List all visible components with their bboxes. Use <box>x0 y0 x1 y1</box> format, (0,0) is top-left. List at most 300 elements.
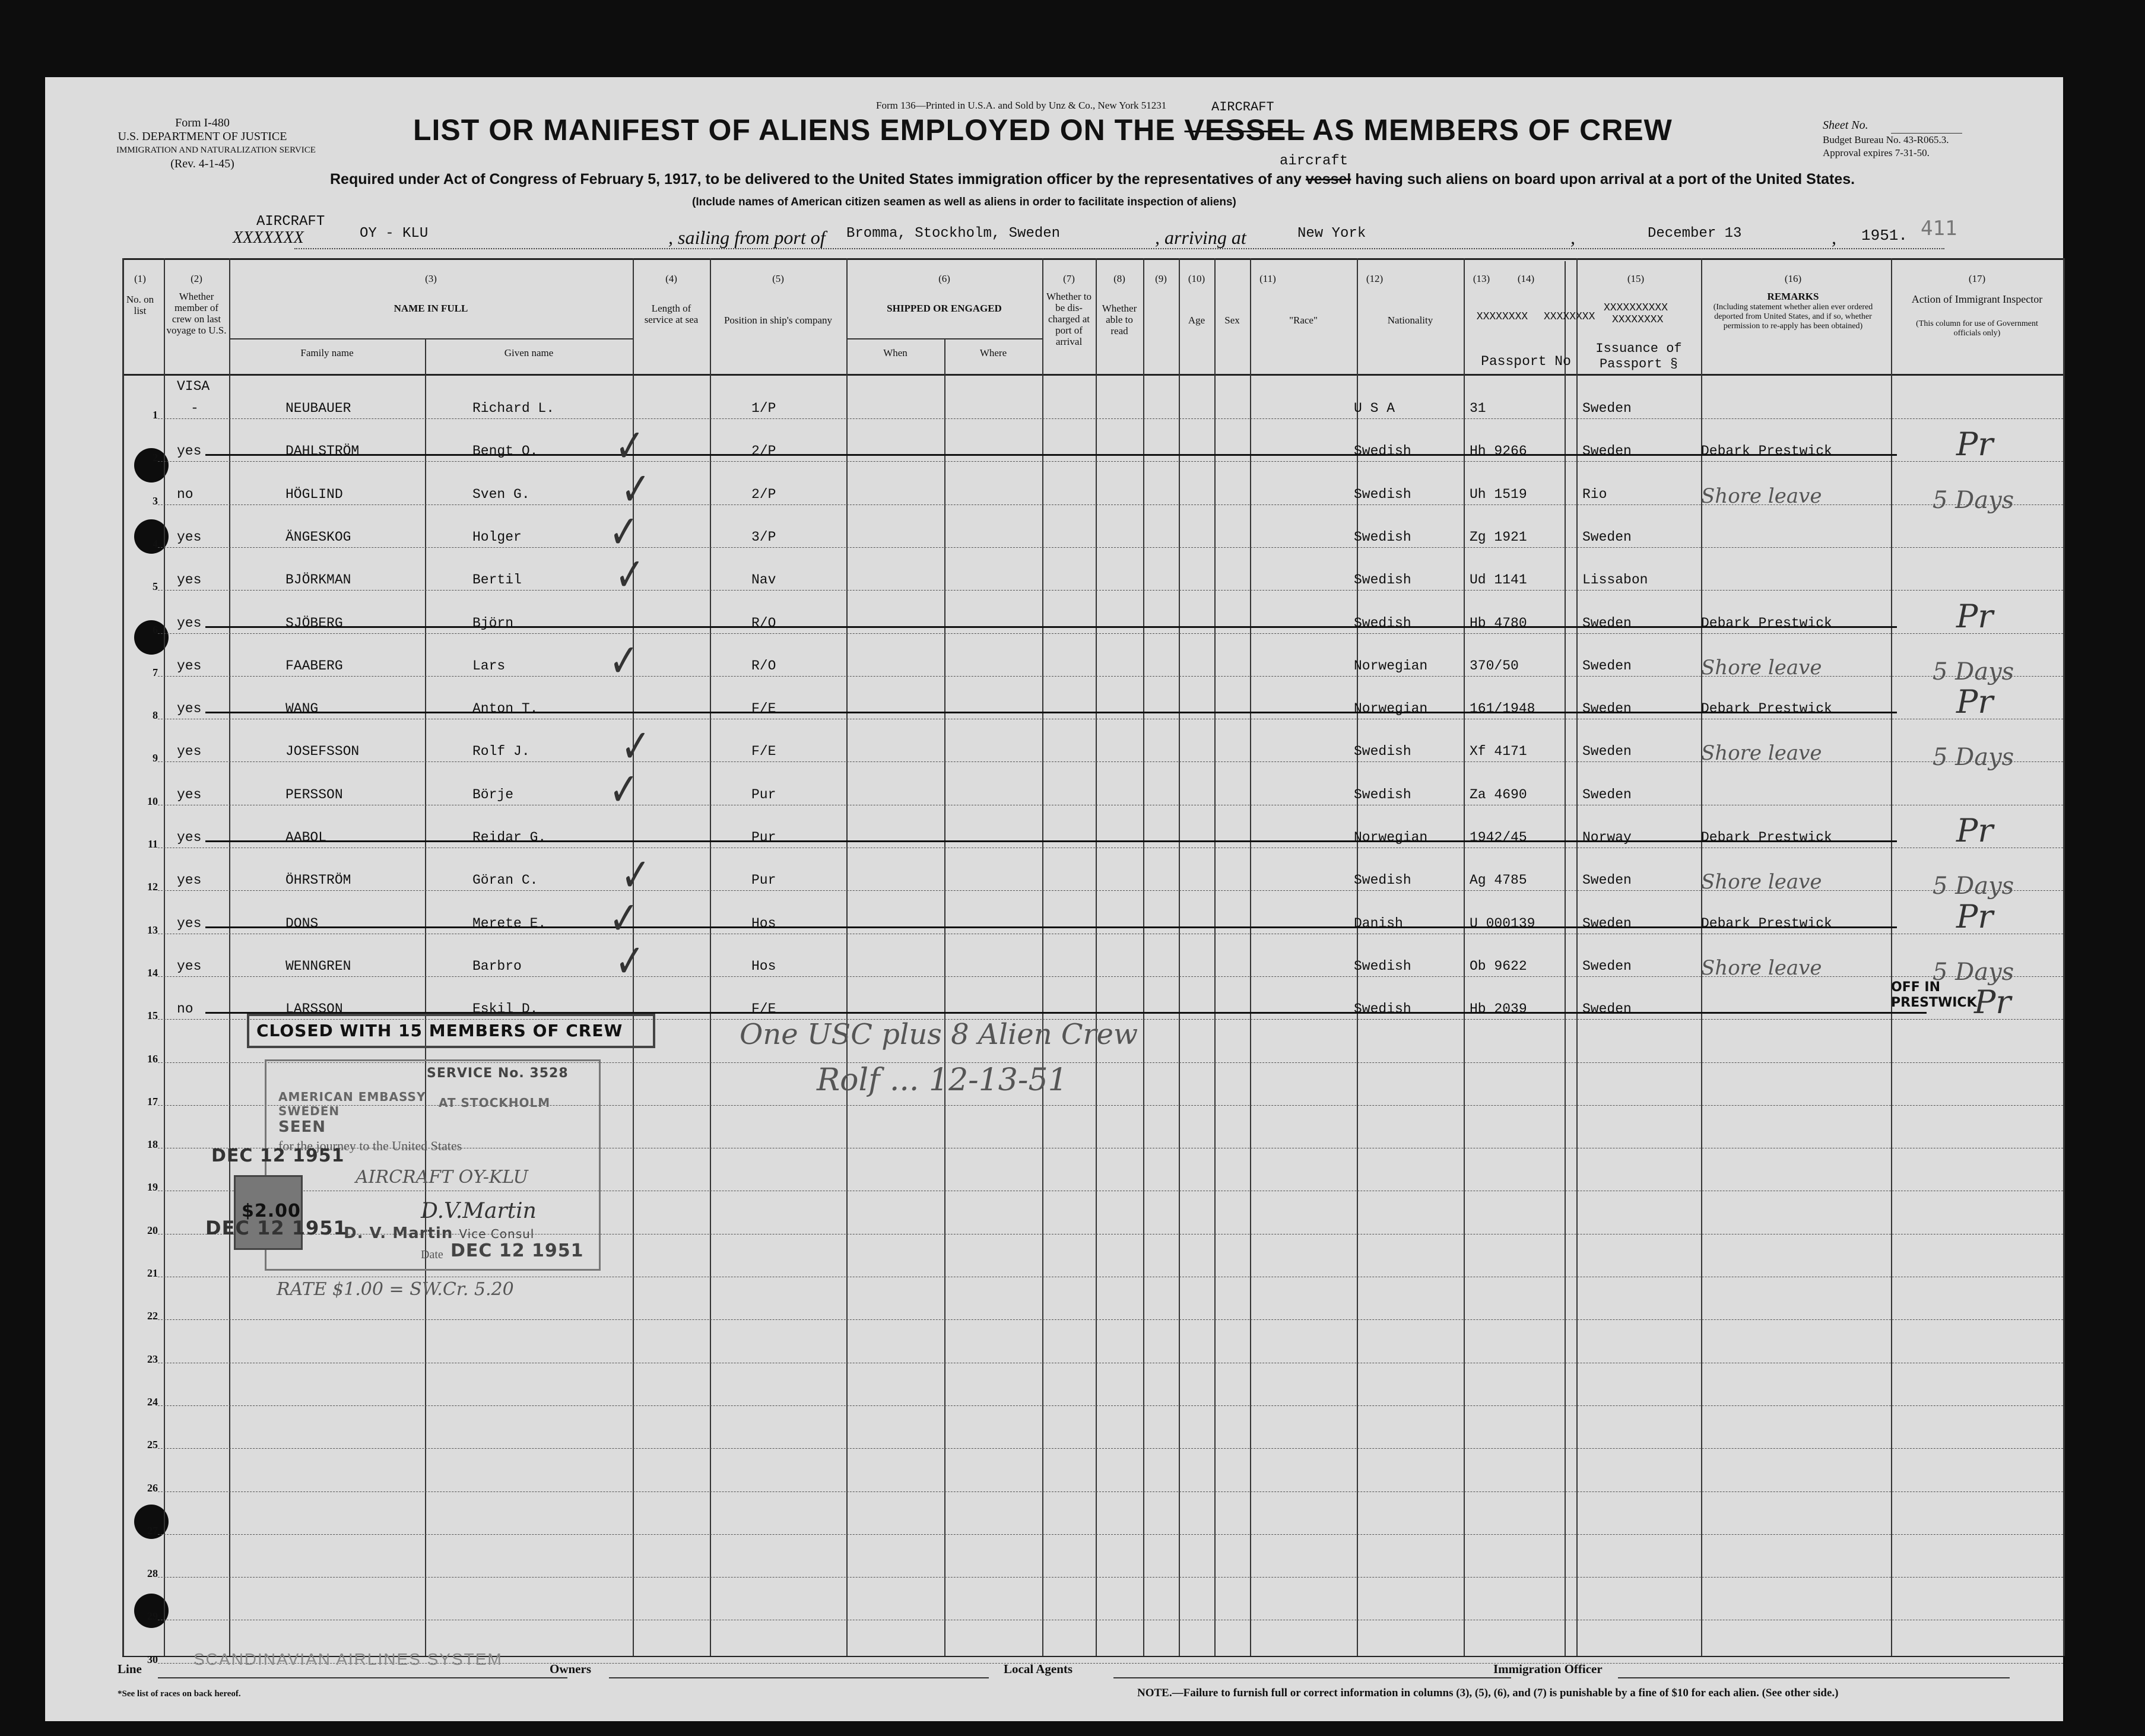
column-divider <box>1143 258 1144 1656</box>
arrival-date: December 13 <box>1648 226 1742 242</box>
passport-cell: Hb 2039 <box>1470 1001 1527 1017</box>
last-voyage-cell: yes <box>177 830 202 845</box>
issuance-cell: Rio <box>1582 487 1607 502</box>
sailing-label-text: sailing from port of <box>678 227 826 248</box>
family-name-cell: DONS <box>285 916 319 931</box>
arrival-year: 1951. <box>1861 227 1908 245</box>
header-race: "Race" <box>1289 315 1318 326</box>
row-divider <box>158 461 2063 462</box>
nationality-cell: Swedish <box>1354 443 1411 459</box>
service-number: SERVICE No. 3528 <box>427 1066 569 1081</box>
nationality-cell: Norwegian <box>1354 658 1428 674</box>
position-cell: F/E <box>751 701 776 716</box>
given-name-cell: Anton T. <box>472 701 538 716</box>
given-name-cell: Holger <box>472 529 522 545</box>
header-when: When <box>883 347 908 358</box>
family-name-cell: JOSEFSSON <box>285 744 360 759</box>
nationality-cell: Swedish <box>1354 872 1411 888</box>
column-number: (17) <box>1968 273 1986 284</box>
row-number: 6 <box>153 624 158 636</box>
column-divider <box>710 258 711 1656</box>
issuance-cell: Sweden <box>1582 744 1632 759</box>
column-divider <box>1042 258 1043 1656</box>
given-name-cell: Barbro <box>472 959 522 974</box>
consul-signature: D.V.Martin <box>421 1199 537 1223</box>
inspector-action-cell: 5 Days <box>1933 487 2014 514</box>
check-mark: ✓ <box>621 848 651 903</box>
family-name-cell: ÄNGESKOG <box>285 529 351 545</box>
header-discharged: Whether to be dis-charged at port of arrival <box>1046 291 1091 347</box>
position-cell: Pur <box>751 830 776 845</box>
column-number: (5) <box>772 273 784 284</box>
row-number: 19 <box>147 1181 158 1193</box>
given-name-cell: Björn <box>472 615 514 631</box>
consul-title: Vice Consul <box>459 1227 535 1241</box>
page-stamp-number: 411 <box>1921 217 1957 240</box>
title-right: AS MEMBERS OF CREW <box>1312 113 1673 147</box>
remarks-cell: Shore leave <box>1701 741 1822 765</box>
form-identification <box>116 116 316 171</box>
row-divider <box>158 418 2063 419</box>
embassy-location: AT STOCKHOLM <box>439 1096 551 1110</box>
date-comma: , <box>1570 227 1575 248</box>
position-cell: 2/P <box>751 487 776 502</box>
position-cell: Hos <box>751 916 776 931</box>
inspector-action-cell: Pr <box>1956 426 1994 463</box>
row-number: 28 <box>147 1567 158 1579</box>
header-position: Position in ship's company <box>724 315 833 326</box>
header-no-on-list: No. on list <box>126 294 154 316</box>
given-name-cell: Richard L. <box>472 401 555 416</box>
column-divider <box>164 258 165 1656</box>
inspector-action-cell: Pr <box>1956 598 1994 635</box>
header-last-voyage: Whether member of crew on last voyage to U.S. <box>166 291 227 336</box>
row-number: 12 <box>147 881 158 893</box>
given-name-cell: Bengt O. <box>472 443 538 459</box>
last-voyage-cell: yes <box>177 529 202 545</box>
row-number: 8 <box>153 709 158 721</box>
column-number: (1) <box>134 273 146 284</box>
inspector-action-cell: Pr <box>1956 683 1994 721</box>
nationality-cell: Danish <box>1354 916 1403 931</box>
header-length-service: Length of service at sea <box>644 303 699 325</box>
last-voyage-cell: no <box>177 1001 193 1017</box>
title-left: LIST OR MANIFEST OF ALIENS EMPLOYED ON THE <box>413 113 1176 147</box>
inspector-action-cell: 5 Days <box>1933 658 2014 685</box>
arrival-port: New York <box>1297 226 1366 242</box>
remarks-cell: Debark Prestwick <box>1701 830 1832 845</box>
row-number: 7 <box>153 667 158 678</box>
row-divider <box>158 1448 2063 1449</box>
nationality-cell: Swedish <box>1354 1001 1411 1017</box>
title-struck: VESSEL <box>1184 113 1305 147</box>
remarks-cell: Debark Prestwick <box>1701 615 1832 631</box>
passport-cell: Ag 4785 <box>1470 872 1527 888</box>
row-number: 22 <box>147 1310 158 1322</box>
row-number: 23 <box>147 1353 158 1365</box>
row-number: 5 <box>153 580 158 592</box>
header-family-name: Family name <box>300 347 354 358</box>
requirement-left: Required under Act of Congress of February 5, 1917, to be delivered to the United States immigration officer by the representatives of any <box>330 171 1302 188</box>
given-name-cell: Sven G. <box>472 487 530 502</box>
column-divider <box>1096 258 1097 1656</box>
footer-officer-label: Immigration Officer <box>1493 1662 1603 1676</box>
airline-stamp: SCANDINAVIAN AIRLINES SYSTEM <box>193 1650 503 1668</box>
passport-cell: Hh 9266 <box>1470 443 1527 459</box>
arriving-label: , arriving at <box>1155 227 1246 248</box>
nationality-cell: U S A <box>1354 401 1395 416</box>
issuance-cell: Sweden <box>1582 401 1632 416</box>
remarks-cell: Debark Prestwick <box>1701 443 1832 459</box>
printer-line: Form 136—Printed in U.S.A. and Sold by Unz & Co., New York 51231 <box>876 100 1167 111</box>
check-mark: ✓ <box>615 934 645 989</box>
header-given-name: Given name <box>504 347 554 358</box>
journey-text: for the journey to the United States <box>278 1138 462 1153</box>
family-name-cell: ÖHRSTRÖM <box>285 872 351 888</box>
header-14-struck: XXXXXXXX <box>1544 311 1595 323</box>
given-name-cell: Börje <box>472 787 514 802</box>
check-mark: ✓ <box>615 419 645 474</box>
family-name-cell: WANG <box>285 701 319 716</box>
vessel-label-struck: XXXXXXX <box>233 228 304 247</box>
seen-label: SEEN <box>278 1118 326 1136</box>
header-age: Age <box>1188 315 1205 326</box>
remarks-cell: Debark Prestwick <box>1701 701 1832 716</box>
column-number: (7) <box>1063 273 1075 284</box>
issuance-cell: Sweden <box>1582 529 1632 545</box>
inspector-signoff-note: Rolf ... 12-13-51 <box>817 1062 1068 1098</box>
header-sex: Sex <box>1224 315 1240 326</box>
family-name-cell: DAHLSTRÖM <box>285 443 360 459</box>
footer-owners-label: Owners <box>550 1662 591 1676</box>
row-number: 30 <box>147 1654 158 1665</box>
strike-through-line <box>205 712 1897 713</box>
header-where: Where <box>979 347 1007 358</box>
last-voyage-cell: yes <box>177 615 202 631</box>
family-name-cell: HÖGLIND <box>285 487 343 502</box>
aircraft-id: OY - KLU <box>360 226 429 242</box>
header-15-struck-2: XXXXXXXX <box>1612 314 1664 326</box>
column-number: (11) <box>1259 273 1276 284</box>
passport-cell: 1942/45 <box>1470 830 1527 845</box>
agents-underline <box>1113 1677 1511 1678</box>
issuance-cell: Sweden <box>1582 1001 1632 1017</box>
revision: (Rev. 4-1-45) <box>170 157 234 170</box>
department: U.S. DEPARTMENT OF JUSTICE <box>118 130 287 143</box>
manifest-sheet <box>45 77 2063 1721</box>
check-mark: ✓ <box>609 891 639 946</box>
row-divider <box>158 1491 2063 1492</box>
last-voyage-cell: yes <box>177 872 202 888</box>
row-divider <box>158 1534 2063 1535</box>
column-number: (3) <box>425 273 437 284</box>
issuance-cell: Norway <box>1582 830 1632 845</box>
row-divider <box>158 1319 2063 1320</box>
passport-cell: Hb 4780 <box>1470 615 1527 631</box>
row-number: 27 <box>147 1525 158 1537</box>
owners-underline <box>609 1677 989 1678</box>
row-divider <box>158 1405 2063 1406</box>
closed-with-stamp <box>247 1014 655 1048</box>
aircraft-insert: aircraft <box>1280 153 1348 169</box>
header-bottom-border <box>122 374 2063 376</box>
date-label: Date <box>421 1248 443 1261</box>
passport-cell: Ud 1141 <box>1470 572 1527 588</box>
family-name-cell: LARSSON <box>285 1001 343 1017</box>
given-name-cell: Reidar G. <box>472 830 547 845</box>
remarks-cell: Shore leave <box>1701 870 1822 894</box>
form-number: Form I-480 <box>175 116 230 129</box>
given-name-cell: Eskil D. <box>472 1001 538 1017</box>
row-number: 1 <box>153 409 158 421</box>
column-number: (14) <box>1517 273 1535 284</box>
aircraft-overtype: AIRCRAFT <box>1211 100 1274 115</box>
remarks-cell: Shore leave <box>1701 484 1822 508</box>
issuance-cell: Sweden <box>1582 443 1632 459</box>
header-able-to-read: Whether able to read <box>1102 303 1137 337</box>
row-number: 24 <box>147 1396 158 1408</box>
row-number: 17 <box>147 1096 158 1107</box>
header-15-struck: XXXXXXXXXX <box>1603 302 1668 314</box>
column-divider <box>122 258 124 1656</box>
column-divider <box>1250 258 1251 1656</box>
column-number: (8) <box>1113 273 1125 284</box>
column-divider <box>1464 258 1465 1656</box>
row-number: 16 <box>147 1053 158 1065</box>
table-top-border <box>122 258 2063 260</box>
last-voyage-cell: no <box>177 487 193 502</box>
inspector-action-cell: 5 Days <box>1933 744 2014 771</box>
sailing-label: , sailing from port of <box>668 227 826 248</box>
row-number: 26 <box>147 1482 158 1494</box>
nationality-cell: Swedish <box>1354 744 1411 759</box>
position-cell: F/E <box>751 1001 776 1017</box>
passport-cell: Xf 4171 <box>1470 744 1527 759</box>
left-date-stamp: DEC 12 1951 <box>211 1145 345 1166</box>
last-voyage-cell: yes <box>177 787 202 802</box>
voyage-underline <box>294 248 1944 249</box>
position-cell: 2/P <box>751 443 776 459</box>
column-number: (12) <box>1366 273 1384 284</box>
column-divider <box>1891 258 1892 1656</box>
column-divider <box>1179 258 1180 1656</box>
column-divider <box>1576 258 1578 1656</box>
nationality-cell: Swedish <box>1354 572 1411 588</box>
row-number: 29 <box>147 1610 158 1622</box>
row-number: 18 <box>147 1138 158 1150</box>
requirement-struck: vessel <box>1305 171 1351 188</box>
given-name-cell: Bertil <box>472 572 522 588</box>
family-name-cell: NEUBAUER <box>285 401 351 416</box>
strike-through-line <box>205 926 1897 928</box>
header-remarks: REMARKS <box>1767 291 1819 302</box>
position-cell: Hos <box>751 959 776 974</box>
column-divider <box>1357 258 1358 1656</box>
issuance-cell: Sweden <box>1582 701 1632 716</box>
strike-through-line <box>205 626 1897 628</box>
column-number: (13) <box>1473 273 1490 284</box>
race-footnote: *See list of races on back hereof. <box>118 1689 241 1699</box>
position-cell: Pur <box>751 787 776 802</box>
header-remarks-note: (Including statement whether alien ever ordered deported from United States, and if so, whether permission to re-apply has been obtained) <box>1713 303 1873 331</box>
service: IMMIGRATION AND NATURALIZATION SERVICE <box>116 145 316 155</box>
inspector-action-cell: Pr <box>1956 898 1994 935</box>
column-number: (4) <box>665 273 677 284</box>
issuance-cell: Sweden <box>1582 959 1632 974</box>
last-voyage-cell: yes <box>177 572 202 588</box>
position-cell: 1/P <box>751 401 776 416</box>
arriving-label-text: arriving at <box>1164 227 1246 248</box>
requirement-right: having such aliens on board upon arrival at a port of the United States. <box>1355 171 1855 188</box>
column-divider <box>425 338 426 1656</box>
column-number: (15) <box>1627 273 1645 284</box>
family-name-cell: WENNGREN <box>285 959 351 974</box>
issuance-cell: Sweden <box>1582 615 1632 631</box>
strike-through-line <box>205 454 1897 456</box>
passport-cell: 370/50 <box>1470 658 1519 674</box>
header-action: Action of Immigrant Inspector <box>1911 293 2043 305</box>
budget-number: Budget Bureau No. 43-R065.3. <box>1823 134 1949 145</box>
row-number: 15 <box>147 1010 158 1021</box>
family-name-cell: FAABERG <box>285 658 343 674</box>
position-cell: F/E <box>751 744 776 759</box>
given-name-cell: Rolf J. <box>472 744 530 759</box>
check-mark: ✓ <box>621 462 651 517</box>
family-name-cell: PERSSON <box>285 787 343 802</box>
passport-cell: Ob 9622 <box>1470 959 1527 974</box>
include-note: (Include names of American citizen seamen as well as aliens in order to facilitate inspection of aliens) <box>692 196 1236 208</box>
row-number: 4 <box>153 538 158 550</box>
last-voyage-cell: yes <box>177 443 202 459</box>
check-mark: ✓ <box>621 719 651 774</box>
row-number: 25 <box>147 1439 158 1451</box>
column-number: (6) <box>938 273 950 284</box>
strike-through-line <box>205 840 1897 842</box>
approval-expires: Approval expires 7-31-50. <box>1823 147 1930 158</box>
last-voyage-cell: - <box>191 401 199 416</box>
exchange-rate: RATE $1.00 = SW.Cr. 5.20 <box>277 1279 514 1300</box>
row-number: 9 <box>153 752 158 764</box>
year-comma: , <box>1832 227 1836 248</box>
last-voyage-cell: yes <box>177 959 202 974</box>
position-cell: R/O <box>751 615 776 631</box>
issuance-cell: Sweden <box>1582 916 1632 931</box>
row-divider <box>158 1577 2063 1578</box>
check-mark: ✓ <box>609 505 639 560</box>
row-number: 11 <box>147 838 158 850</box>
remarks-cell: Debark Prestwick <box>1701 916 1832 931</box>
sheet-number-label: Sheet No. <box>1823 119 1868 132</box>
subheader-divider <box>229 338 633 339</box>
nationality-cell: Swedish <box>1354 959 1411 974</box>
position-cell: Nav <box>751 572 776 588</box>
departure-port: Bromma, Stockholm, Sweden <box>846 226 1061 242</box>
inspector-action-cell: 5 Days <box>1933 959 2014 986</box>
column-number: (2) <box>191 273 202 284</box>
nationality-cell: Swedish <box>1354 529 1411 545</box>
footer-agents-label: Local Agents <box>1004 1662 1073 1676</box>
passport-cell: Zg 1921 <box>1470 529 1527 545</box>
subheader-divider <box>846 338 1042 339</box>
row-number: 14 <box>147 967 158 979</box>
passport-cell: Uh 1519 <box>1470 487 1527 502</box>
nationality-cell: Swedish <box>1354 787 1411 802</box>
check-mark: ✓ <box>615 548 645 602</box>
visa-label: VISA <box>177 379 210 394</box>
column-divider <box>229 258 230 1656</box>
last-voyage-cell: yes <box>177 744 202 759</box>
row-divider <box>158 547 2063 548</box>
header-name-in-full: NAME IN FULL <box>394 303 468 314</box>
row-number: 3 <box>153 495 158 507</box>
position-cell: Pur <box>751 872 776 888</box>
given-name-cell: Merete E. <box>472 916 547 931</box>
column-divider <box>846 258 848 1656</box>
check-mark: ✓ <box>609 634 639 688</box>
aircraft-label: AIRCRAFT <box>256 214 325 230</box>
family-name-cell: BJÖRKMAN <box>285 572 351 588</box>
fee-amount: $2.00 <box>242 1201 301 1221</box>
row-number: 13 <box>147 924 158 936</box>
passport-cell: 161/1948 <box>1470 701 1535 716</box>
column-number: (9) <box>1155 273 1167 284</box>
passport-cell: U 000139 <box>1470 916 1535 931</box>
header-nationality: Nationality <box>1387 315 1433 326</box>
header-passport-no: Passport No <box>1481 354 1571 369</box>
row-number: 20 <box>147 1224 158 1236</box>
family-name-cell: SJÖBERG <box>285 615 343 631</box>
column-number: (16) <box>1784 273 1802 284</box>
column-divider <box>2063 258 2065 1656</box>
crew-summary-note: One USC plus 8 Alien Crew <box>740 1018 1138 1051</box>
consul-name <box>344 1224 534 1242</box>
inspector-action-cell: Pr <box>1956 812 1994 849</box>
header-action-note: (This column for use of Government officials only) <box>1916 319 2038 338</box>
consul-date-stamp: DEC 12 1951 <box>450 1240 584 1261</box>
consul-name-text: D. V. Martin <box>344 1224 453 1242</box>
last-voyage-cell: yes <box>177 916 202 931</box>
nationality-cell: Norwegian <box>1354 830 1428 845</box>
inspector-action-cell: 5 Days <box>1933 872 2014 900</box>
passport-cell: Za 4690 <box>1470 787 1527 802</box>
passport-cell: 31 <box>1470 401 1486 416</box>
issuance-cell: Sweden <box>1582 787 1632 802</box>
check-mark: ✓ <box>609 763 639 817</box>
column-divider <box>944 338 945 1656</box>
header-13-struck: XXXXXXXX <box>1476 311 1528 323</box>
row-divider <box>158 590 2063 591</box>
column-divider <box>1565 261 1566 1656</box>
position-cell: 3/P <box>751 529 776 545</box>
given-name-cell: Göran C. <box>472 872 538 888</box>
remarks-cell: Shore leave <box>1701 956 1822 980</box>
embassy-country: SWEDEN <box>278 1104 340 1118</box>
penalty-note: NOTE.—Failure to furnish full or correct information in columns (3), (5), (6), and (7) is punishable by a fine of $10 for each alien. (See other side.) <box>1137 1687 1839 1699</box>
nationality-cell: Norwegian <box>1354 701 1428 716</box>
column-number: (10) <box>1188 273 1205 284</box>
remarks-cell: Shore leave <box>1701 656 1822 680</box>
header-issuance: Issuance of Passport § <box>1595 341 1682 372</box>
position-cell: R/O <box>751 658 776 674</box>
nationality-cell: Swedish <box>1354 487 1411 502</box>
last-voyage-cell: yes <box>177 658 202 674</box>
given-name-cell: Lars <box>472 658 506 674</box>
family-name-cell: AABOL <box>285 830 327 845</box>
sheet-number-line <box>1891 133 1962 134</box>
line-underline <box>158 1677 567 1678</box>
last-voyage-cell: yes <box>177 701 202 716</box>
row-number: 21 <box>147 1267 158 1279</box>
